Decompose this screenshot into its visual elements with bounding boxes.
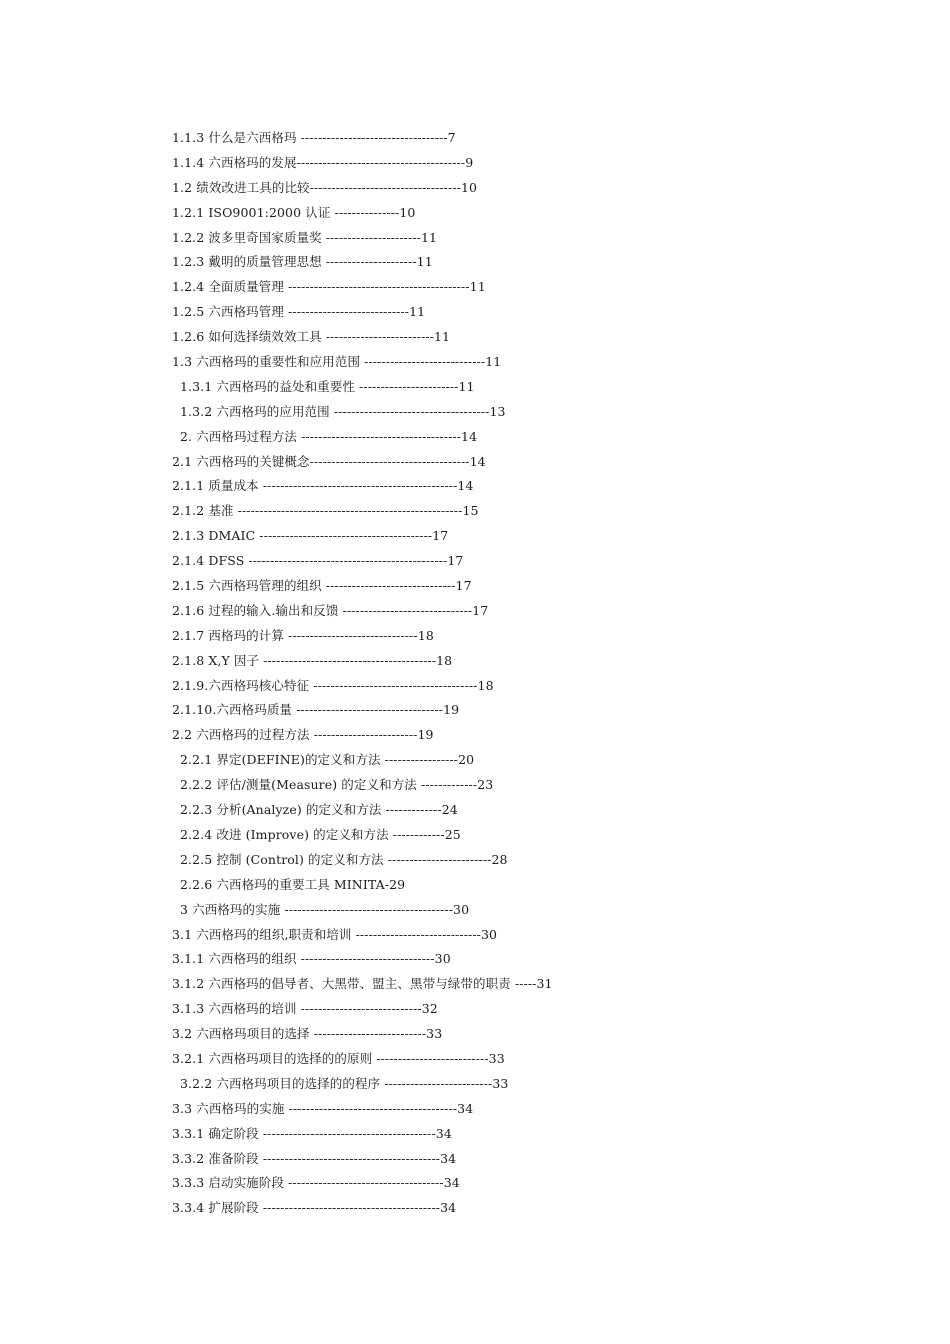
toc-entry: 2.1.5 六西格玛管理的组织 ------------------------------17 bbox=[172, 578, 472, 594]
toc-entry: 2.2.6 六西格玛的重要工具 MINITA-29 bbox=[180, 876, 406, 892]
toc-entry: 3.3.3 启动实施阶段 ------------------------------------34 bbox=[172, 1175, 460, 1191]
toc-entry: 3.1.1 六西格玛的组织 -------------------------------30 bbox=[172, 951, 451, 967]
toc-entry: 1.1.4 六西格玛的发展---------------------------------------9 bbox=[172, 154, 474, 170]
toc-entry: 2.1 六西格玛的关键概念-------------------------------------14 bbox=[172, 453, 486, 469]
toc-entry: 3.1.3 六西格玛的培训 ----------------------------32 bbox=[172, 1001, 438, 1017]
toc-entry: 2. 六西格玛过程方法 -------------------------------------14 bbox=[180, 428, 478, 444]
toc-entry: 2.1.9.六西格玛核心特征 --------------------------------------18 bbox=[172, 677, 494, 693]
toc-entry: 1.2 绩效改进工具的比较-----------------------------------10 bbox=[172, 179, 478, 195]
toc-entry: 1.3 六西格玛的重要性和应用范围 ----------------------------11 bbox=[172, 354, 502, 370]
toc-entry: 2.1.8 X,Y 因子 ----------------------------------------18 bbox=[172, 652, 453, 668]
toc-entry: 2.2.3 分析(Analyze) 的定义和方法 -------------24 bbox=[180, 802, 458, 818]
toc-entry: 1.2.2 波多里奇国家质量奖 ----------------------11 bbox=[172, 229, 438, 245]
toc-entry: 3.1 六西格玛的组织,职责和培训 -----------------------------30 bbox=[172, 926, 498, 942]
toc-entry: 2.1.3 DMAIC ----------------------------------------17 bbox=[172, 528, 449, 544]
toc-entry: 2.2.4 改进 (Improve) 的定义和方法 ------------25 bbox=[180, 826, 461, 842]
toc-entry: 2.2.5 控制 (Control) 的定义和方法 ------------------------28 bbox=[180, 851, 508, 867]
toc-entry: 1.2.1 ISO9001:2000 认证 ---------------10 bbox=[172, 204, 416, 220]
toc-entry: 1.3.1 六西格玛的益处和重要性 -----------------------11 bbox=[180, 378, 475, 394]
toc-entry: 2.2.1 界定(DEFINE)的定义和方法 -----------------20 bbox=[180, 752, 475, 768]
toc-entry: 3.2.1 六西格玛项目的选择的的原则 --------------------------33 bbox=[172, 1050, 505, 1066]
toc-entry: 1.2.4 全面质量管理 ------------------------------------------11 bbox=[172, 279, 486, 295]
toc-entry: 2.1.2 基准 ----------------------------------------------------15 bbox=[172, 503, 479, 519]
toc-entry: 2.1.1 质量成本 ---------------------------------------------14 bbox=[172, 478, 474, 494]
toc-entry: 1.3.2 六西格玛的应用范围 ------------------------------------13 bbox=[180, 403, 506, 419]
toc-entry: 3.3.1 确定阶段 ----------------------------------------34 bbox=[172, 1125, 452, 1141]
toc-entry: 3.2.2 六西格玛项目的选择的的程序 -------------------------33 bbox=[180, 1075, 509, 1091]
toc-entry: 2.1.7 西格玛的计算 ------------------------------18 bbox=[172, 627, 434, 643]
toc-entry: 2.2 六西格玛的过程方法 ------------------------19 bbox=[172, 727, 434, 743]
toc-entry: 3.1.2 六西格玛的倡导者、大黑带、盟主、黑带与绿带的职责 -----31 bbox=[172, 976, 553, 992]
toc-entry: 1.2.6 如何选择绩效效工具 -------------------------11 bbox=[172, 329, 451, 345]
toc-entry: 3 六西格玛的实施 ---------------------------------------30 bbox=[180, 901, 470, 917]
toc-entry: 2.1.6 过程的输入.输出和反馈 ------------------------------17 bbox=[172, 602, 489, 618]
toc-entry: 2.1.10.六西格玛质量 ----------------------------------19 bbox=[172, 702, 460, 718]
toc-entry: 3.3 六西格玛的实施 ---------------------------------------34 bbox=[172, 1100, 474, 1116]
toc-entry: 3.3.2 准备阶段 -----------------------------------------34 bbox=[172, 1150, 457, 1166]
toc-entry: 1.2.5 六西格玛管理 ----------------------------11 bbox=[172, 304, 426, 320]
table-of-contents bbox=[172, 126, 642, 1221]
toc-entry: 2.2.2 评估/测量(Measure) 的定义和方法 -------------23 bbox=[180, 777, 494, 793]
toc-entry: 2.1.4 DFSS ----------------------------------------------17 bbox=[172, 553, 464, 569]
toc-entry: 3.2 六西格玛项目的选择 --------------------------33 bbox=[172, 1026, 443, 1042]
toc-entry: 1.1.3 什么是六西格玛 ----------------------------------7 bbox=[172, 130, 456, 145]
toc-entry: 1.2.3 戴明的质量管理思想 ---------------------11 bbox=[172, 254, 433, 270]
toc-entry: 3.3.4 扩展阶段 -----------------------------------------34 bbox=[172, 1200, 457, 1216]
